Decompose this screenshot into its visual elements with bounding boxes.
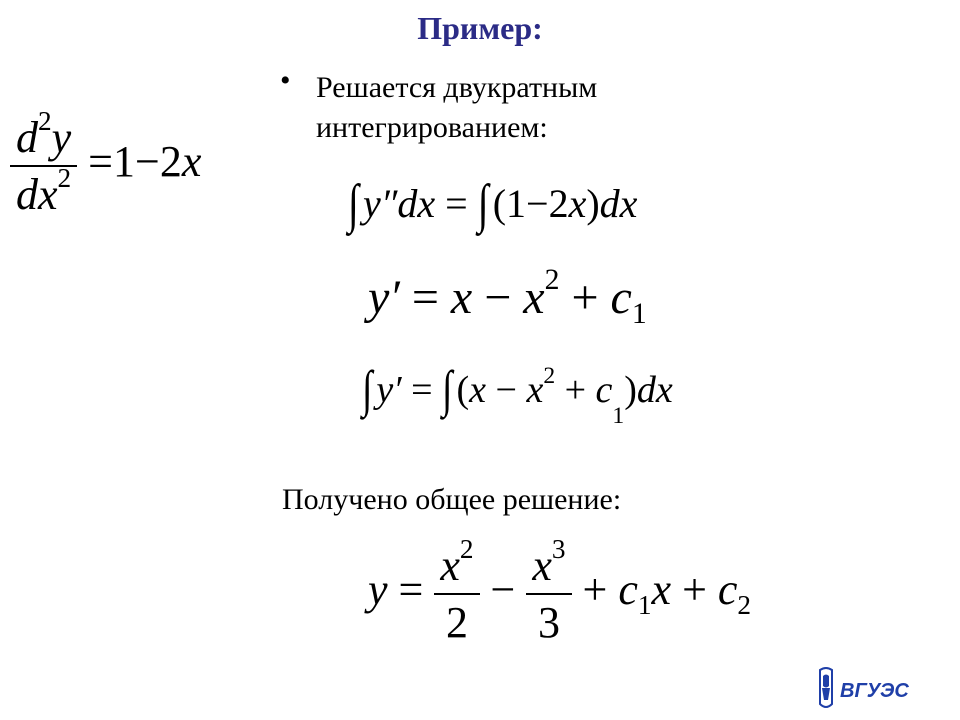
- step3-rpar: ): [624, 369, 637, 411]
- step1-dx: dx: [397, 181, 436, 226]
- general-solution-label: Получено общее решение:: [282, 483, 622, 516]
- ode-one: 1: [113, 137, 135, 187]
- sol-fraction-2: [526, 534, 571, 648]
- ode-fraction: [10, 106, 77, 220]
- ode-dx: dx: [16, 170, 58, 219]
- step1-equals: =: [445, 181, 468, 226]
- sol-x2: x: [532, 541, 552, 590]
- step2-equals: =: [411, 271, 439, 324]
- step2-minus: −: [484, 271, 512, 324]
- step2-c: c: [610, 271, 632, 324]
- step3-yp: y′: [376, 369, 402, 411]
- ode-x: x: [181, 137, 202, 187]
- integral-sign-2: ∫: [477, 173, 489, 234]
- ode-equation: [10, 106, 202, 220]
- step3-x2: x: [526, 369, 544, 411]
- integral-step3: [362, 361, 673, 430]
- step2-plus: +: [571, 271, 599, 324]
- ode-equals: =: [88, 137, 113, 187]
- ode-y: y: [51, 113, 72, 162]
- university-logo: [812, 666, 930, 712]
- sol-exp1: 2: [459, 534, 474, 565]
- sol-plus2: +: [682, 565, 707, 615]
- step2-x: x: [450, 271, 473, 324]
- integral-sign-4: ∫: [442, 361, 453, 419]
- step3-sub: 1: [612, 403, 625, 430]
- bullet-text-line1: Решается двукратным: [316, 71, 598, 104]
- bullet-text-line2: интегрированием:: [316, 111, 548, 144]
- step1-ypp: y″: [362, 181, 398, 226]
- integral-sign-3: ∫: [362, 361, 373, 419]
- step3-x: x: [469, 369, 486, 411]
- integral-sign-1: ∫: [348, 173, 359, 234]
- step2-x2: x: [523, 271, 545, 324]
- step2-yp: y′: [368, 271, 400, 324]
- ode-denominator: [10, 163, 77, 220]
- ode-exp-num: 2: [38, 106, 52, 137]
- sol-c2: c: [717, 565, 738, 615]
- step2-exp: 2: [544, 263, 560, 297]
- sol-frac2-den: 3: [537, 598, 560, 647]
- step1-x: x: [568, 181, 587, 226]
- sol-y: y: [368, 565, 388, 615]
- sol-sub1: 1: [637, 589, 652, 620]
- sol-x1: x: [440, 541, 460, 590]
- general-solution: [368, 534, 752, 648]
- logo-text: ВГУЭС: [840, 680, 909, 702]
- ode-minus: −: [135, 137, 160, 187]
- step3-plus: +: [564, 369, 587, 411]
- step1-rpar: ): [586, 181, 600, 226]
- step1-one: 1: [506, 181, 527, 226]
- sol-fraction-1: [434, 534, 479, 648]
- step3-minus: −: [495, 369, 517, 411]
- step1-minus: −: [526, 181, 549, 226]
- ode-d: d: [16, 113, 38, 162]
- step1-dx2: dx: [599, 181, 638, 226]
- bullet-text: [316, 68, 597, 148]
- sol-exp2: 3: [551, 534, 566, 565]
- step3-lpar: (: [456, 369, 470, 411]
- bullet-dot: •: [280, 64, 291, 97]
- step3-exp: 2: [543, 363, 556, 390]
- step3-equals: =: [411, 369, 433, 411]
- step1-two: 2: [548, 181, 569, 226]
- sol-frac1-num: [434, 534, 479, 595]
- step3-dx: dx: [636, 369, 673, 411]
- sol-minus: −: [490, 565, 516, 615]
- slide-title: Пример:: [417, 10, 543, 46]
- integral-step2: [368, 263, 647, 331]
- ode-numerator: [10, 106, 77, 167]
- sol-x3: x: [651, 565, 672, 615]
- sol-c1: c: [618, 565, 638, 615]
- step2-sub: 1: [631, 297, 647, 331]
- sol-equals: =: [398, 565, 424, 615]
- step1-lpar: (: [492, 181, 507, 226]
- ode-exp-den: 2: [57, 163, 72, 194]
- sol-sub2: 2: [737, 589, 752, 620]
- step3-c: c: [595, 369, 613, 411]
- integral-step1: [348, 173, 638, 234]
- sol-plus1: +: [582, 565, 608, 615]
- sol-frac2-num: [526, 534, 571, 595]
- logo-emblem-icon: [812, 666, 930, 712]
- sol-frac1-den: 2: [445, 598, 468, 647]
- ode-two: 2: [159, 137, 182, 187]
